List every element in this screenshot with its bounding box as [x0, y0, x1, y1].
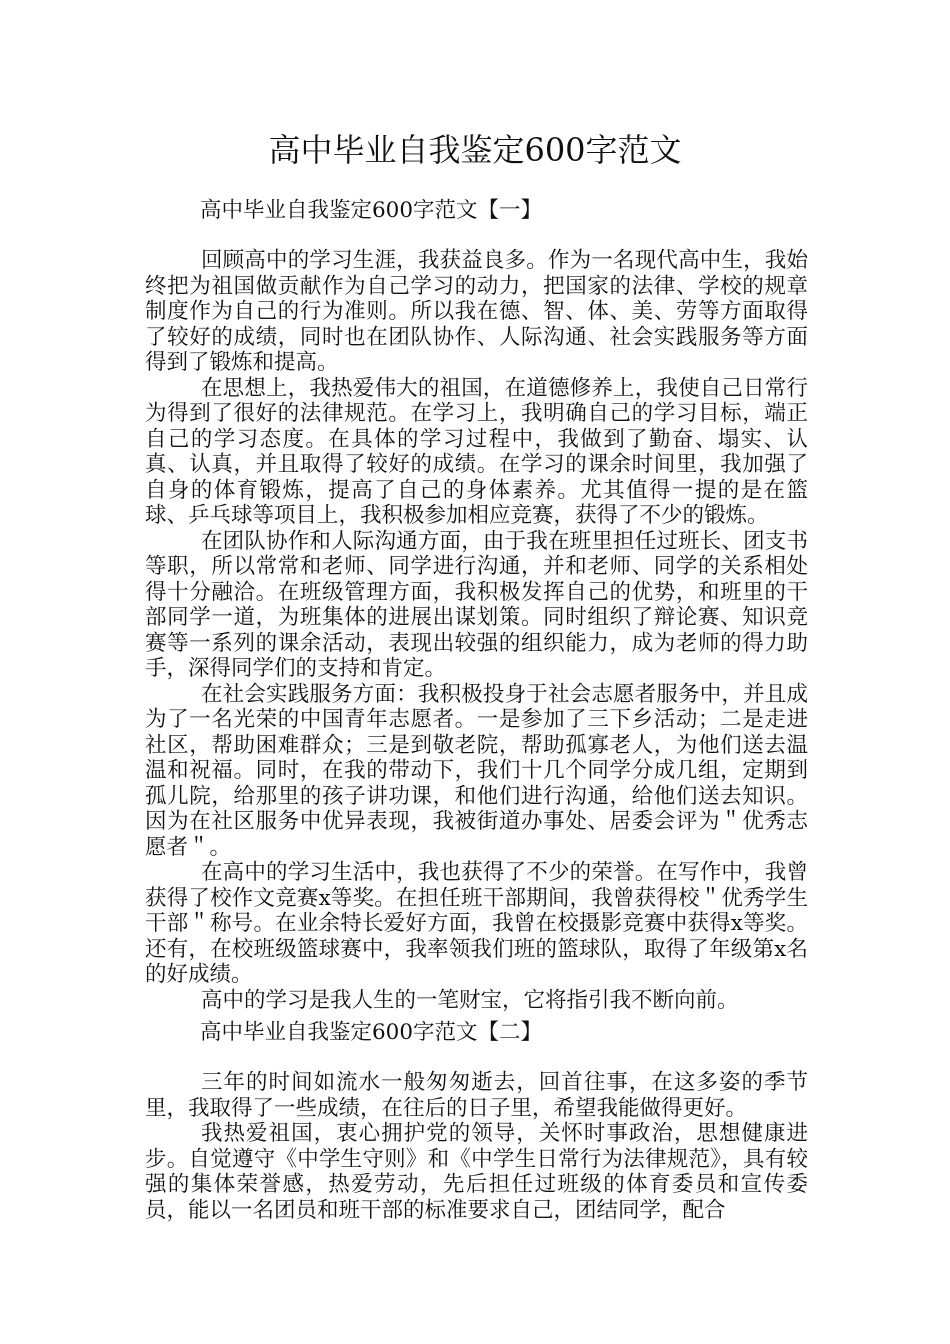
paragraph: 在思想上，我热爱伟大的祖国，在道德修养上，我使自己日常行为得到了很好的法律规范。在学习上，我明确自己的学习目标，端正自己的学习态度。在具体的学习过程中，我做到了勤奋、塌实、认真、认真，并且取得了较好的成绩。在学习的课余时间里，我加强了自身的体育锻炼，提高了自己的身体素养。尤其值得一提的是在篮球、乒乓球等项目上，我积极参加相应竞赛，获得了不少的锻炼。 [145, 375, 808, 528]
paragraph: 在团队协作和人际沟通方面，由于我在班里担任过班长、团支书等职，所以常常和老师、同学进行沟通，并和老师、同学的关系相处得十分融洽。在班级管理方面，我积极发挥自己的优势，和班里的干部同学一道，为班集体的进展出谋划策。同时组织了辩论赛、知识竞赛等一系列的课余活动，表现出较强的组织能力，成为老师的得力助手，深得同学们的支持和肯定。 [145, 528, 808, 681]
section-heading-1: 高中毕业自我鉴定600字范文【一】 [200, 198, 543, 223]
paragraph: 三年的时间如流水一般匆匆逝去，回首往事，在这多姿的季节里，我取得了一些成绩，在往后的日子里，希望我能做得更好。 [145, 1070, 808, 1121]
paragraph: 在高中的学习生活中，我也获得了不少的荣誉。在写作中，我曾获得了校作文竞赛x等奖。在担任班干部期间，我曾获得校＂优秀学生干部＂称号。在业余特长爱好方面，我曾在校摄影竞赛中获得x等奖。还有，在校班级篮球赛中，我率领我们班的篮球队，取得了年级第x名的好成绩。 [145, 860, 808, 987]
section-body-2 [145, 1070, 808, 1223]
paragraph: 回顾高中的学习生涯，我获益良多。作为一名现代高中生，我始终把为祖国做贡献作为自己学习的动力，把国家的法律、学校的规章制度作为自己的行为准则。所以我在德、智、体、美、劳等方面取得了较好的成绩，同时也在团队协作、人际沟通、社会实践服务等方面得到了锻炼和提高。 [145, 248, 808, 375]
section-heading-2: 高中毕业自我鉴定600字范文【二】 [200, 1020, 543, 1045]
paragraph: 高中的学习是我人生的一笔财宝，它将指引我不断向前。 [201, 987, 739, 1013]
section-body-1 [145, 248, 808, 1013]
paragraph: 我热爱祖国，衷心拥护党的领导，关怀时事政治，思想健康进步。自觉遵守《中学生守则》和《中学生日常行为法律规范》，具有较强的集体荣誉感，热爱劳动，先后担任过班级的体育委员和宣传委员，能以一名团员和班干部的标准要求自己，团结同学，配合 [145, 1121, 808, 1223]
document-title: 高中毕业自我鉴定600字范文 [268, 131, 682, 169]
paragraph: 在社会实践服务方面：我积极投身于社会志愿者服务中，并且成为了一名光荣的中国青年志愿者。一是参加了三下乡活动；二是走进社区，帮助困难群众；三是到敬老院，帮助孤寡老人，为他们送去温温和祝福。同时，在我的带动下，我们十几个同学分成几组，定期到孤儿院，给那里的孩子讲功课，和他们进行沟通，给他们送去知识。因为在社区服务中优异表现，我被街道办事处、居委会评为＂优秀志愿者＂。 [145, 681, 808, 860]
